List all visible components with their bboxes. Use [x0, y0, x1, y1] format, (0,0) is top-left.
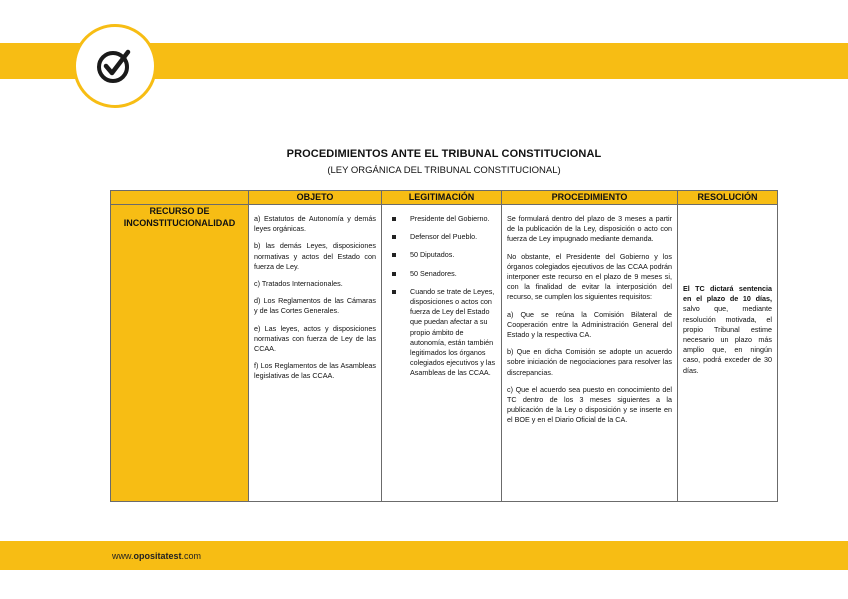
legitimacion-item: 50 Senadores.	[390, 269, 496, 279]
logo	[73, 24, 157, 108]
check-circle-icon	[93, 44, 137, 88]
legitimacion-item: Defensor del Pueblo.	[390, 232, 496, 242]
website-domain: opositatest	[133, 551, 182, 561]
row-label-line2: INCONSTITUCIONALIDAD	[123, 218, 236, 228]
website-link[interactable]	[112, 551, 201, 561]
procedimiento-paragraph: a) Que se reúna la Comisión Bilateral de Cooperación entre la Administración General del Estado y la respectiva CA.	[507, 309, 672, 340]
legitimacion-list	[387, 214, 496, 379]
row-label	[111, 205, 249, 502]
header-legitimacion: LEGITIMACIÓN	[382, 191, 502, 205]
procedures-table	[110, 190, 778, 502]
objeto-item: b) las demás Leyes, disposiciones normativas y actos del Estado con fuerza de Ley.	[254, 241, 376, 271]
legitimacion-item: Cuando se trate de Leyes, disposiciones o actos con fuerza de Ley del Estado que puedan afectar a su propio ámbito de autonomía, están también legitimados los órganos colegiados ejecutivos y las Asambleas de las CCAA.	[390, 287, 496, 379]
resolucion-text	[683, 284, 772, 376]
objeto-item: d) Los Reglamentos de las Cámaras y de las Cortes Generales.	[254, 296, 376, 316]
objeto-cell	[249, 205, 382, 502]
procedimiento-paragraph: c) Que el acuerdo sea puesto en conocimiento del TC dentro de los 3 meses siguientes a la publicación de la Ley o disposición y se inserte en el BOE y en el Diario Oficial de la CA.	[507, 384, 672, 425]
resolucion-rest: salvo que, mediante resolución motivada, el propio Tribunal estime necesario un plazo más amplio que, en ningún caso, podrá exceder de 30 días.	[683, 304, 772, 375]
website-suffix: .com	[181, 551, 202, 561]
header-resolucion: RESOLUCIÓN	[678, 191, 778, 205]
resolucion-bold: El TC dictará sentencia en el plazo de 10 días,	[683, 284, 772, 304]
procedimiento-paragraph: No obstante, el Presidente del Gobierno y los órganos colegiados ejecutivos de las CCAA podrán interponer este recurso en el plazo de 9 meses si, con la finalidad de evitar la interposición del recurso, se cumplen los siguientes requisitos:	[507, 251, 672, 302]
header-objeto: OBJETO	[249, 191, 382, 205]
header-procedimiento: PROCEDIMIENTO	[502, 191, 678, 205]
table-row	[111, 205, 778, 502]
resolucion-cell	[678, 205, 778, 502]
page-subtitle: (LEY ORGÁNICA DEL TRIBUNAL CONSTITUCIONAL)	[327, 165, 561, 176]
objeto-item: a) Estatutos de Autonomía y demás leyes orgánicas.	[254, 214, 376, 234]
objeto-item: f) Los Reglamentos de las Asambleas legislativas de las CCAA.	[254, 361, 376, 381]
procedimiento-paragraph: b) Que en dicha Comisión se adopte un acuerdo sobre iniciación de negociaciones para resolver las discrepancias.	[507, 347, 672, 377]
legitimacion-item: 50 Diputados.	[390, 250, 496, 260]
website-prefix: www.	[112, 551, 134, 561]
legitimacion-item: Presidente del Gobierno.	[390, 214, 496, 224]
table-header-row	[111, 191, 778, 205]
procedimiento-paragraph: Se formulará dentro del plazo de 3 meses a partir de la publicación de la Ley, disposición o acto con fuerza de Ley impugnado mediante demanda.	[507, 214, 672, 244]
row-label-line1: RECURSO DE	[149, 206, 210, 216]
legitimacion-cell	[382, 205, 502, 502]
header-empty-cell	[111, 191, 249, 205]
objeto-item: c) Tratados Internacionales.	[254, 279, 343, 289]
objeto-item: e) Las leyes, actos y disposiciones normativas con fuerza de Ley de las CCAA.	[254, 323, 376, 354]
procedimiento-cell	[502, 205, 678, 502]
page-title: PROCEDIMIENTOS ANTE EL TRIBUNAL CONSTITUCIONAL	[286, 148, 602, 160]
